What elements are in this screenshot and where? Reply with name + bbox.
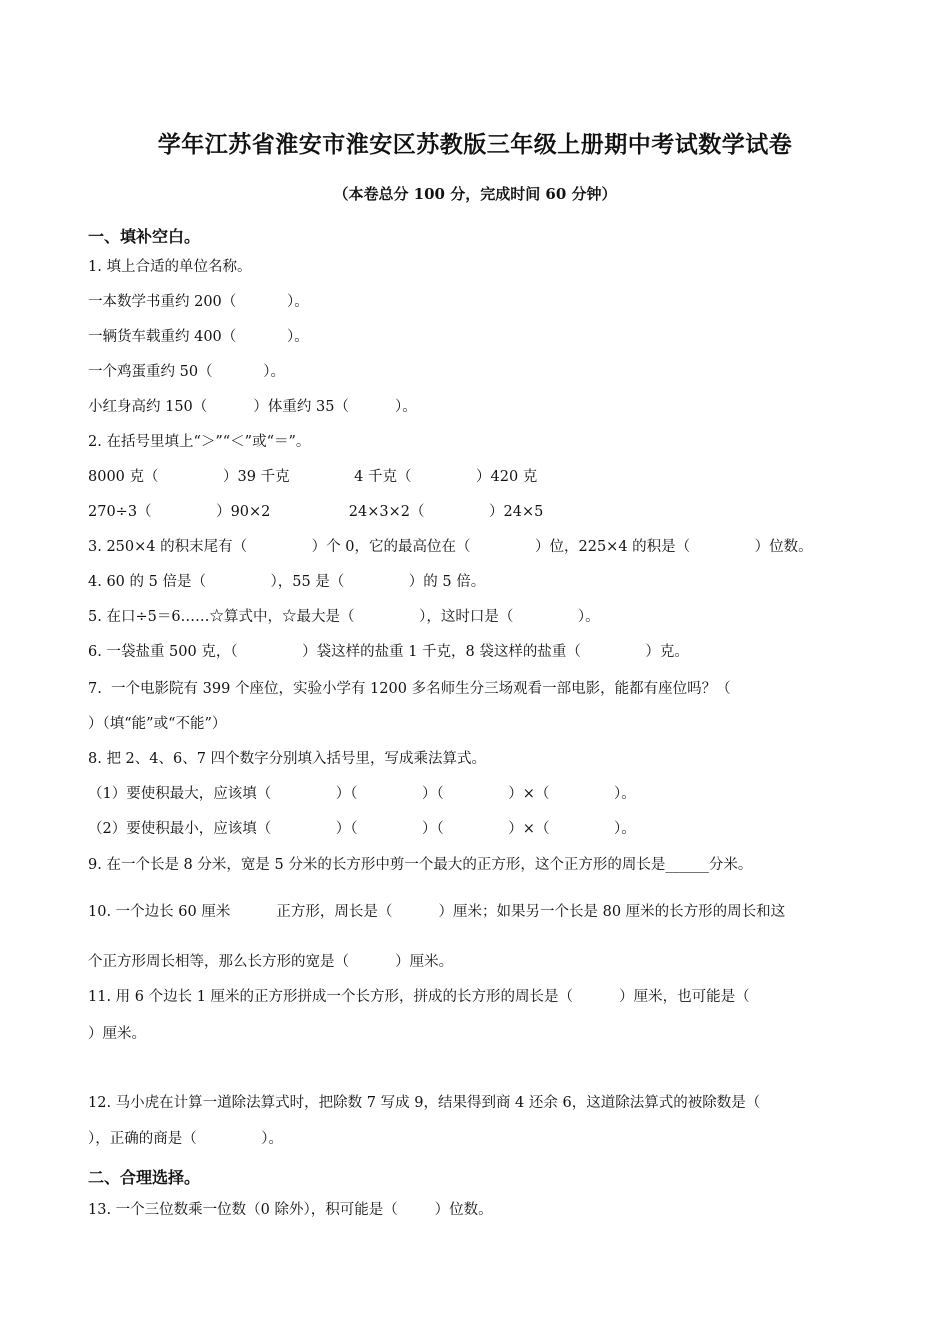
question-line: 2. 在括号里填上“＞”“＜”或“＝”。: [88, 434, 311, 450]
question-line: （1）要使积最大，应该填（ ）（ ）（ ）×（ ）。: [88, 786, 636, 802]
question-line: 9. 在一个长是 8 分米，宽是 5 分米的长方形中剪一个最大的正方形，这个正方形的周长是______分米。: [88, 857, 753, 873]
question-line: ），正确的商是（ ）。: [88, 1131, 284, 1147]
question-line: 13. 一个三位数乘一位数（0 除外），积可能是（ ）位数。: [88, 1202, 493, 1218]
question-line: 4. 60 的 5 倍是（ ），55 是（ ）的 5 倍。: [88, 574, 486, 590]
question-line: 8. 把 2、4、6、7 四个数字分别填入括号里，写成乘法算式。: [88, 751, 487, 767]
question-line: 5. 在口÷5＝6……☆算式中，☆最大是（ ），这时口是（ ）。: [88, 609, 600, 625]
section-heading-fill-blanks: 一、填补空白。: [88, 227, 201, 246]
question-line: ）厘米。: [88, 1026, 146, 1042]
page-subtitle: （本卷总分 100 分，完成时间 60 分钟）: [333, 185, 617, 203]
question-line: 270÷3（ ）90×2 24×3×2（ ）24×5: [88, 504, 544, 520]
question-line: 6. 一袋盐重 500 克，（ ）袋这样的盐重 1 千克，8 袋这样的盐重（ ）克。: [88, 644, 689, 660]
question-line: ）（填“能”或“不能”）: [88, 716, 227, 732]
question-line: 小红身高约 150（ ）体重约 35（ ）。: [88, 399, 417, 415]
question-line: 7. 一个电影院有 399 个座位，实验小学有 1200 多名师生分三场观看一部电影，能都有座位吗？（: [88, 681, 731, 697]
question-line: 1. 填上合适的单位名称。: [88, 259, 252, 275]
question-line: 10. 一个边长 60 厘米 正方形，周长是（ ）厘米；如果另一个长是 80 厘米的长方形的周长和这: [88, 904, 786, 920]
question-line: （2）要使积最小，应该填（ ）（ ）（ ）×（ ）。: [88, 821, 636, 837]
question-line: 一本数学书重约 200（ ）。: [88, 294, 309, 310]
question-line: 8000 克（ ）39 千克 4 千克（ ）420 克: [88, 469, 538, 485]
question-line: 11. 用 6 个边长 1 厘米的正方形拼成一个长方形，拼成的长方形的周长是（ ）厘米，也可能是（: [88, 989, 750, 1005]
page-title: 学年江苏省淮安市淮安区苏教版三年级上册期中考试数学试卷: [157, 132, 793, 158]
question-line: 一辆货车载重约 400（ ）。: [88, 329, 309, 345]
question-line: 12. 马小虎在计算一道除法算式时，把除数 7 写成 9，结果得到商 4 还余 6，这道除法算式的被除数是（: [88, 1095, 761, 1111]
section-heading-choice: 二、合理选择。: [88, 1168, 201, 1187]
question-line: 3. 250×4 的积末尾有（ ）个 0，它的最高位在（ ）位，225×4 的积是（ ）位数。: [88, 539, 813, 555]
question-line: 个正方形周长相等，那么长方形的宽是（ ）厘米。: [88, 954, 454, 970]
question-line: 一个鸡蛋重约 50（ ）。: [88, 364, 286, 380]
